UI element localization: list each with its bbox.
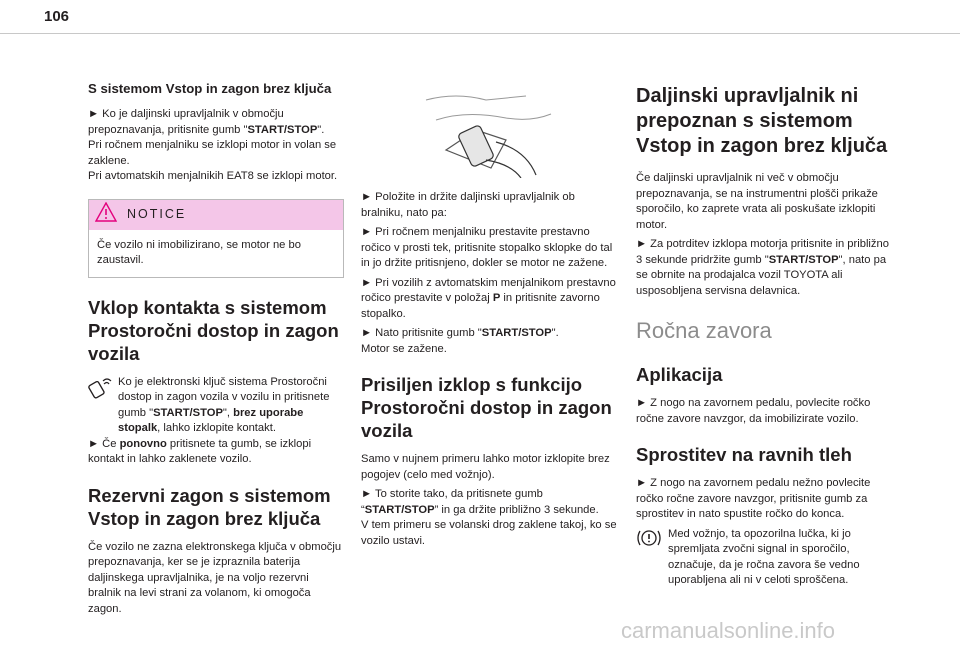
paragraph: ► Za potrditev izklopa motorja pritisnite in približno 3 sekunde pridržite gumb "START/STOP", nato pa se obrnite na prodajalca vozil TOYOTA ali usposobljena servisna delavnica. bbox=[636, 238, 889, 297]
paragraph: ► Pri vozilih z avtomatskim menjalnikom prestavno ročico prestavite v položaj P in pritisnite zavorno stopalko. bbox=[361, 276, 616, 320]
key-reader-illustration bbox=[416, 90, 556, 178]
brake-warning-icon bbox=[636, 527, 662, 555]
heading-sprostitev: Sprostitev na ravnih tleh bbox=[636, 444, 852, 465]
paragraph: ► Ko je daljinski upravljalnik v območju prepoznavanja, pritisnite gumb "START/STOP". Pri ročnem menjalniku se izklopi motor in volan se zaklene. Pri avtomatskih menjalnikih EAT8 se izklopi motor. bbox=[88, 108, 338, 182]
paragraph: ► Če ponovno pritisnete ta gumb, se izklopi kontakt in lahko zaklenete vozilo. bbox=[88, 437, 312, 465]
heading-vstop: S sistemom Vstop in zagon brez ključa bbox=[88, 81, 332, 96]
notice-text: Če vozilo ni imobilizirano, se motor ne bo zaustavil. bbox=[97, 238, 301, 266]
heading-rezerva: Rezervni zagon s sistemom Vstop in zagon brez ključa bbox=[88, 484, 331, 529]
notice-box bbox=[88, 199, 344, 278]
warning-triangle-icon bbox=[95, 202, 117, 228]
notice-header bbox=[89, 200, 343, 230]
paragraph: ► Z nogo na zavornem pedalu nežno povlecite ročko ročne zavore navzgor, pritisnite gumb za sprostitev in nato spustite ročko do konca. bbox=[636, 477, 871, 520]
paragraph: ► Položite in držite daljinski upravljalnik ob bralniku, nato pa: bbox=[361, 191, 575, 219]
paragraph: Samo v nujnem primeru lahko motor izklopite brez pogojev (celo med vožnjo). bbox=[361, 453, 610, 481]
paragraph: ► Pri ročnem menjalniku prestavite prestavno ročico v prosti tek, pritisnite stopalko sklopke do tal in jo držite pritisnjeno, dokler se motor ne zažene. bbox=[361, 226, 613, 269]
paragraph: ► Z nogo na zavornem pedalu, povlecite ročko ročne zavore navzgor, da imobilizirate vozilo. bbox=[636, 397, 871, 425]
page-number: 106 bbox=[44, 8, 70, 25]
column-right bbox=[636, 84, 894, 589]
watermark: carmanualsonline.info bbox=[621, 618, 836, 643]
paragraph: ► To storite tako, da pritisnete gumb “START/STOP” in ga držite približno 3 sekunde. V tem primeru se volanski drog zaklene takoj, ko se vozilo ustavi. bbox=[361, 488, 617, 547]
notice-title: NOTICE bbox=[127, 206, 187, 221]
paragraph-keyfob: Ko je elektronski ključ sistema Prostoročni dostop in zagon vozila v vozilu in pritisnete gumb "START/STOP", brez uporabe stopalk, lahko izklopite kontakt. bbox=[88, 375, 344, 437]
header-divider bbox=[0, 33, 960, 34]
column-middle bbox=[361, 190, 617, 553]
key-fob-icon bbox=[88, 375, 114, 405]
heading-prisiljen: Prisiljen izklop s funkcijo Prostoročni dostop in zagon vozila bbox=[361, 374, 612, 441]
paragraph: Če daljinski upravljalnik ni več v območju prepoznavanja, se na instrumentni plošči prikaže sporočilo, ko zaprete vrata ali poskušate izklopiti motor. bbox=[636, 172, 878, 231]
paragraph: ► Nato pritisnite gumb "START/STOP". Motor se zažene. bbox=[361, 327, 559, 355]
paragraph: Če vozilo ne zazna elektronskega ključa v območju prepoznavanja, ker se je izpraznila baterija daljinskega upravljalnika, je na voljo rezervni bralnik na levi strani za volanom, ki omogoča zagon. bbox=[88, 540, 342, 615]
heading-aplikacija: Aplikacija bbox=[636, 364, 723, 385]
heading-daljinski: Daljinski upravljalnik ni prepoznan s sistemom Vstop in zagon brez ključa bbox=[636, 85, 888, 157]
heading-vklop: Vklop kontakta s sistemom Prostoročni dostop in zagon vozila bbox=[88, 296, 339, 364]
column-left bbox=[88, 70, 344, 621]
paragraph-warning: Med vožnjo, ta opozorilna lučka, ki jo spremljata zvočni signal in sporočilo, označuje, da je ročna zavora še vedno uporabljena ali ni v celoti sproščena. bbox=[636, 527, 894, 589]
heading-rocna-zavora: Ročna zavora bbox=[636, 318, 772, 343]
